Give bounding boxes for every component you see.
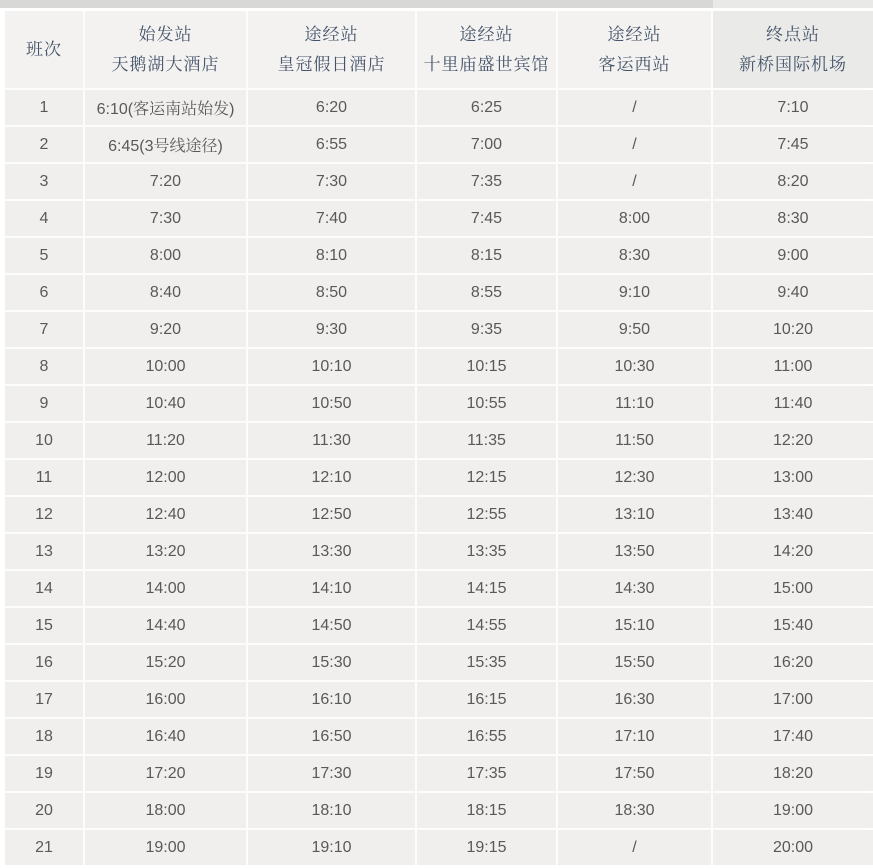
time-cell: 11:10 [558,386,711,421]
time-cell: 15:50 [558,645,711,680]
trip-number-cell: 13 [5,534,83,569]
time-cell: 18:10 [248,793,415,828]
time-cell: 18:00 [85,793,246,828]
time-cell: 19:15 [417,830,556,865]
trip-number-cell: 10 [5,423,83,458]
time-cell: 8:00 [558,201,711,236]
time-cell: 8:30 [713,201,873,236]
time-cell: 16:40 [85,719,246,754]
time-cell: 11:50 [558,423,711,458]
time-cell: 11:35 [417,423,556,458]
time-cell: 16:30 [558,682,711,717]
time-cell: 16:00 [85,682,246,717]
time-cell: 6:55 [248,127,415,162]
top-strip [0,0,873,8]
time-cell: 14:50 [248,608,415,643]
time-cell: 19:00 [85,830,246,865]
time-cell: 8:15 [417,238,556,273]
trip-number-cell: 9 [5,386,83,421]
trip-number-cell: 20 [5,793,83,828]
trip-number-cell: 16 [5,645,83,680]
time-cell: 20:00 [713,830,873,865]
time-cell: 9:35 [417,312,556,347]
time-cell: 7:40 [248,201,415,236]
trip-number-cell: 3 [5,164,83,199]
time-cell: 16:20 [713,645,873,680]
time-cell: / [558,90,711,125]
time-cell: 13:20 [85,534,246,569]
time-cell: 8:30 [558,238,711,273]
time-cell: 17:20 [85,756,246,791]
col-header-via-crowne-plaza-hotel [248,11,415,88]
column-header-line1: 途经站 [607,24,662,44]
time-cell: 14:20 [713,534,873,569]
time-cell: 15:35 [417,645,556,680]
time-cell: 9:40 [713,275,873,310]
time-cell: 13:10 [558,497,711,532]
time-cell: 13:50 [558,534,711,569]
time-cell: 8:50 [248,275,415,310]
trip-number-cell: 17 [5,682,83,717]
time-cell: 7:30 [85,201,246,236]
time-cell: 10:15 [417,349,556,384]
time-cell: 8:00 [85,238,246,273]
time-cell: 15:30 [248,645,415,680]
time-cell: 17:50 [558,756,711,791]
trip-number-cell: 5 [5,238,83,273]
column-header-line1: 途经站 [459,24,514,44]
time-cell: / [558,830,711,865]
time-cell: 13:30 [248,534,415,569]
column-header-line2: 新桥国际机场 [739,54,847,74]
time-cell: 11:00 [713,349,873,384]
trip-number-cell: 12 [5,497,83,532]
time-cell: 16:10 [248,682,415,717]
time-cell: 7:45 [713,127,873,162]
trip-number-cell: 4 [5,201,83,236]
time-cell: 9:20 [85,312,246,347]
time-cell: 9:00 [713,238,873,273]
time-cell: 10:10 [248,349,415,384]
trip-number-cell: 19 [5,756,83,791]
time-cell: 14:15 [417,571,556,606]
time-cell: 6:20 [248,90,415,125]
column-header-line2: 十里庙盛世宾馆 [423,54,550,74]
time-cell: 12:10 [248,460,415,495]
col-header-terminal-xinqiao-airport [713,11,873,88]
time-cell: 10:55 [417,386,556,421]
time-cell: 8:40 [85,275,246,310]
bus-schedule-table [5,11,873,865]
top-strip-left-segment [0,0,713,8]
time-cell: / [558,164,711,199]
time-cell: 18:30 [558,793,711,828]
time-cell: 7:45 [417,201,556,236]
time-cell: 15:00 [713,571,873,606]
col-header-origin-swan-lake-hotel [85,11,246,88]
time-cell: 14:40 [85,608,246,643]
time-cell: 7:20 [85,164,246,199]
time-cell: 18:15 [417,793,556,828]
time-cell: 12:40 [85,497,246,532]
time-cell: 6:45(3号线途径) [85,127,246,162]
time-cell: 15:40 [713,608,873,643]
time-cell: 6:25 [417,90,556,125]
time-cell: 14:55 [417,608,556,643]
time-cell: 6:10(客运南站始发) [85,90,246,125]
time-cell: 14:10 [248,571,415,606]
trip-number-cell: 18 [5,719,83,754]
time-cell: 13:40 [713,497,873,532]
time-cell: 13:00 [713,460,873,495]
trip-number-cell: 15 [5,608,83,643]
trip-number-cell: 8 [5,349,83,384]
time-cell: 7:30 [248,164,415,199]
time-cell: 11:40 [713,386,873,421]
time-cell: / [558,127,711,162]
time-cell: 12:15 [417,460,556,495]
trip-number-cell: 6 [5,275,83,310]
time-cell: 10:20 [713,312,873,347]
time-cell: 16:50 [248,719,415,754]
time-cell: 12:55 [417,497,556,532]
column-header-line1: 途经站 [304,24,359,44]
column-header-line2: 客运西站 [598,54,671,74]
time-cell: 10:40 [85,386,246,421]
time-cell: 17:30 [248,756,415,791]
column-header-line1: 班次 [26,39,62,59]
time-cell: 16:55 [417,719,556,754]
time-cell: 15:10 [558,608,711,643]
time-cell: 9:30 [248,312,415,347]
time-cell: 10:30 [558,349,711,384]
time-cell: 12:20 [713,423,873,458]
time-cell: 7:35 [417,164,556,199]
time-cell: 11:30 [248,423,415,458]
trip-number-cell: 14 [5,571,83,606]
time-cell: 7:10 [713,90,873,125]
time-cell: 10:00 [85,349,246,384]
time-cell: 14:00 [85,571,246,606]
time-cell: 13:35 [417,534,556,569]
time-cell: 18:20 [713,756,873,791]
column-header-line2: 天鹅湖大酒店 [111,54,220,74]
column-header-line1: 始发站 [138,24,193,44]
time-cell: 11:20 [85,423,246,458]
time-cell: 8:20 [713,164,873,199]
trip-number-cell: 7 [5,312,83,347]
col-header-via-west-bus-station [558,11,711,88]
time-cell: 17:40 [713,719,873,754]
time-cell: 17:35 [417,756,556,791]
col-header-trip-number [5,11,83,88]
trip-number-cell: 1 [5,90,83,125]
time-cell: 14:30 [558,571,711,606]
time-cell: 9:10 [558,275,711,310]
time-cell: 16:15 [417,682,556,717]
time-cell: 9:50 [558,312,711,347]
time-cell: 8:55 [417,275,556,310]
time-cell: 12:30 [558,460,711,495]
time-cell: 12:50 [248,497,415,532]
schedule-grid [5,11,863,865]
col-header-via-shilimiao-shengshi-hotel [417,11,556,88]
time-cell: 17:10 [558,719,711,754]
time-cell: 8:10 [248,238,415,273]
time-cell: 19:10 [248,830,415,865]
time-cell: 15:20 [85,645,246,680]
trip-number-cell: 21 [5,830,83,865]
column-header-line1: 终点站 [766,24,820,44]
time-cell: 19:00 [713,793,873,828]
time-cell: 7:00 [417,127,556,162]
trip-number-cell: 2 [5,127,83,162]
column-header-line2: 皇冠假日酒店 [277,54,386,74]
trip-number-cell: 11 [5,460,83,495]
top-strip-right-segment [713,0,873,8]
time-cell: 10:50 [248,386,415,421]
time-cell: 17:00 [713,682,873,717]
time-cell: 12:00 [85,460,246,495]
